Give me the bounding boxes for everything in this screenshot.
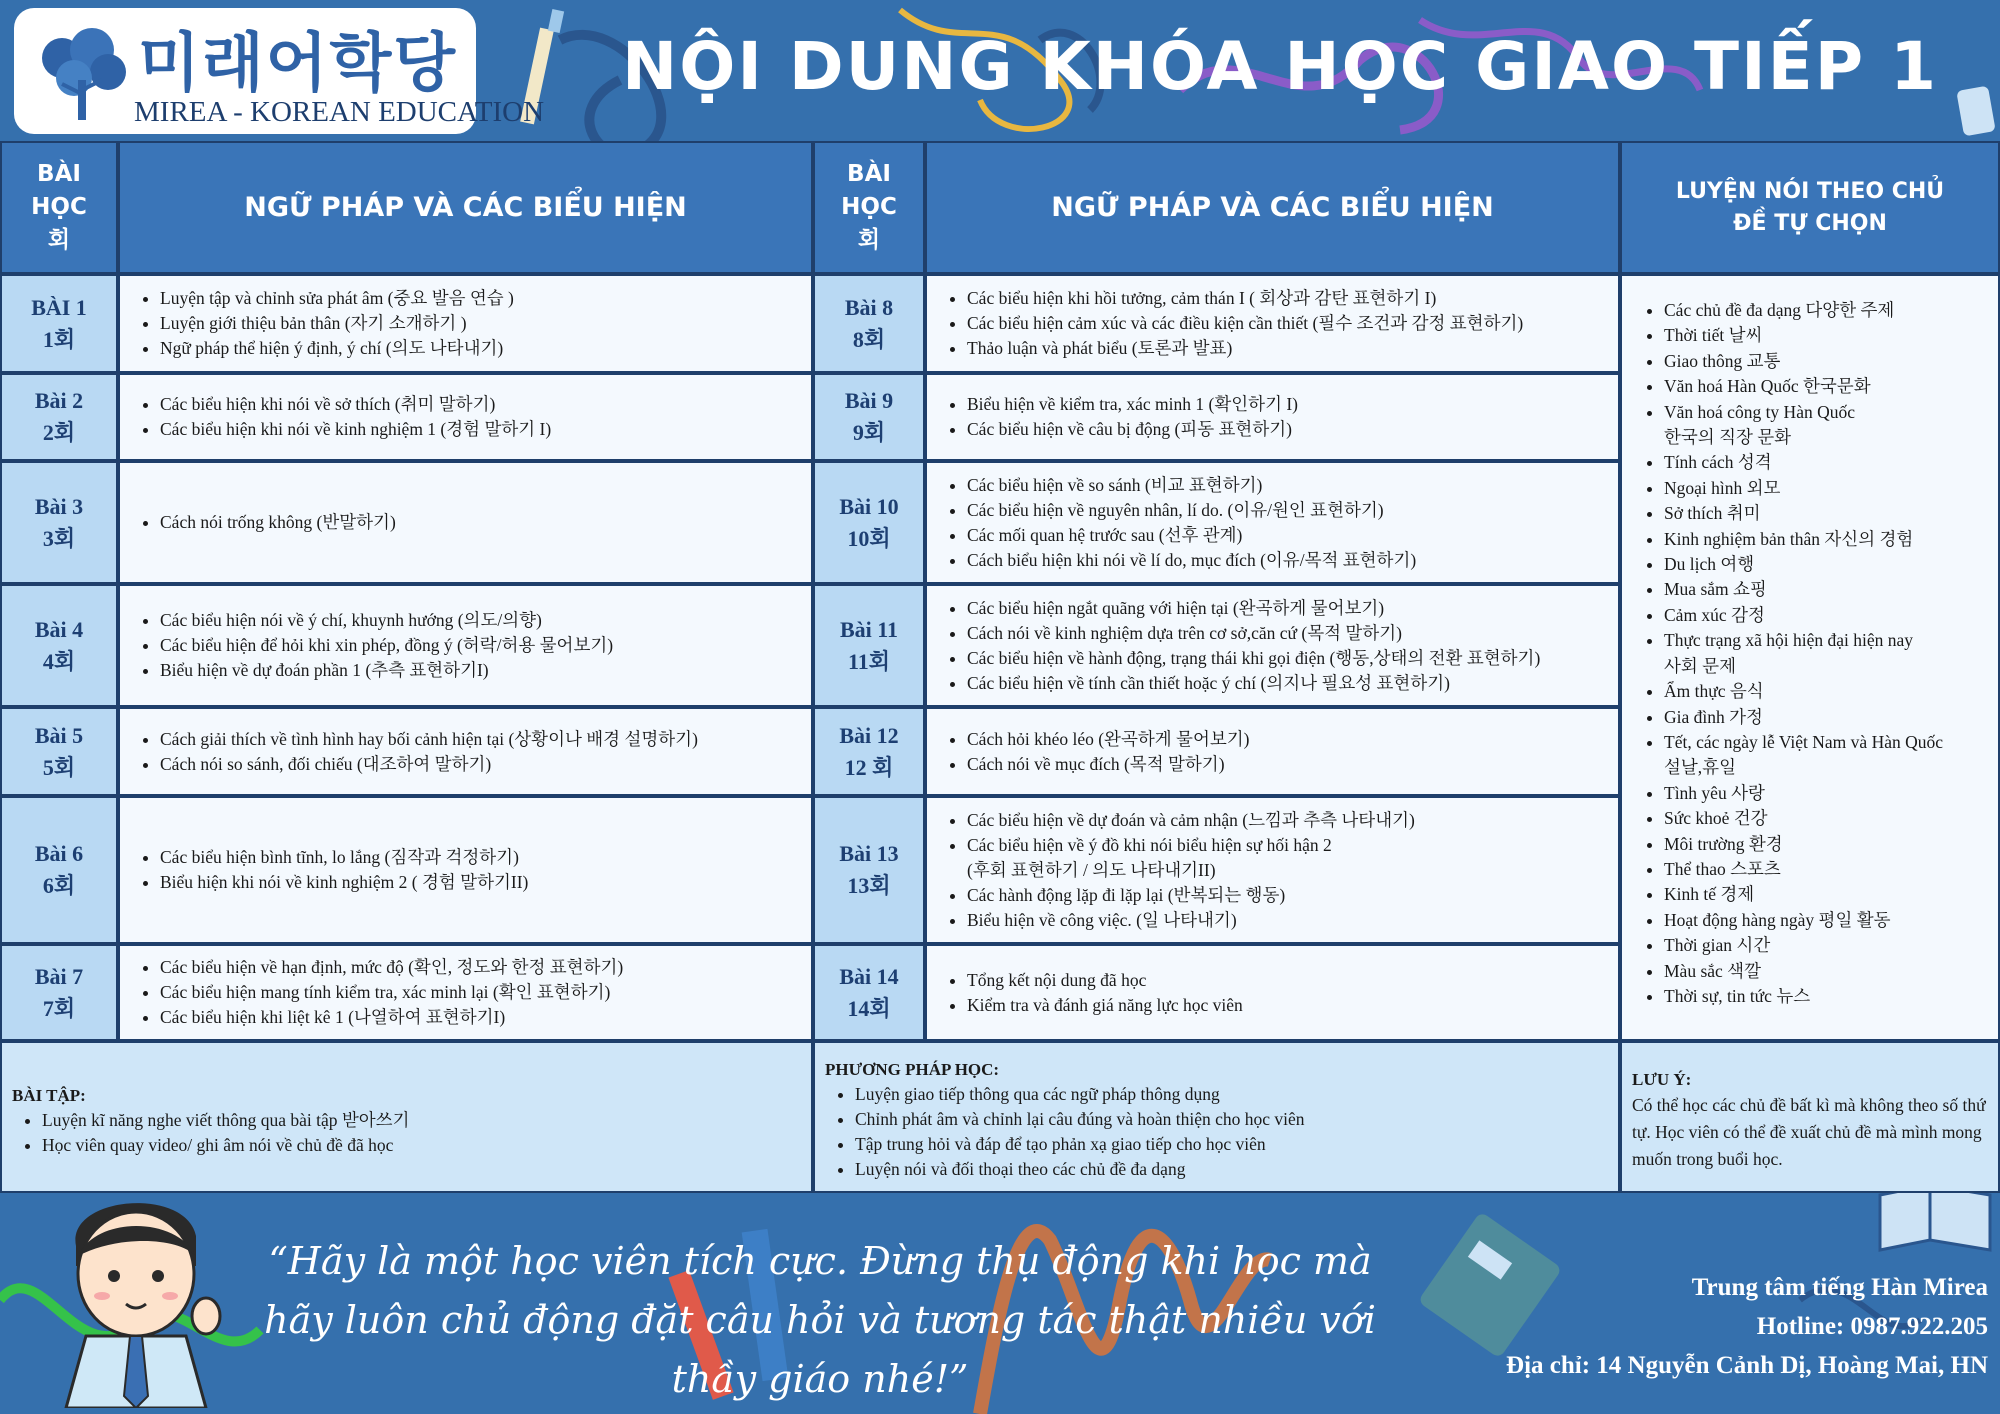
topic-item: • Thực trạng xã hội hiện đại hiện nay 사회 문제 xyxy=(1664,628,1998,679)
hotline: Hotline: 0987.922.205 xyxy=(1756,1313,1988,1340)
lesson-name: Bài 11 xyxy=(839,616,899,642)
topic-list xyxy=(1622,298,1998,1009)
lesson-content-cell xyxy=(118,944,813,1041)
lesson-name: Bài 10 xyxy=(839,493,899,519)
logo xyxy=(14,8,545,134)
lesson-session: 6회 xyxy=(42,873,76,898)
lesson-session: 13회 xyxy=(847,873,891,898)
lesson-content-cell xyxy=(925,707,1620,796)
topic-item: • Kinh tế 경제 xyxy=(1664,882,1998,907)
lesson-header-line: HỌC xyxy=(841,194,897,220)
lesson-content-cell xyxy=(925,274,1620,373)
lesson-number-cell xyxy=(813,461,925,584)
lesson-item: • Các biểu hiện về ý đồ khi nói biểu hiện sự hối hận 2 xyxy=(967,833,1415,858)
lesson-content-cell xyxy=(925,461,1620,584)
exercise-item: • Luyện kĩ năng nghe viết thông qua bài tập 받아쓰기 xyxy=(42,1108,801,1133)
lesson-number-cell xyxy=(0,274,118,373)
lesson-item-list xyxy=(927,968,1243,1018)
exercise-item: • Học viên quay video/ ghi âm nói về chủ đề đã học xyxy=(42,1133,801,1158)
lesson-name: Bài 7 xyxy=(34,963,84,989)
lesson-content-cell xyxy=(118,274,813,373)
lesson-content-cell xyxy=(925,584,1620,707)
topic-item: • Sức khoẻ 건강 xyxy=(1664,806,1998,831)
grammar-header-label: NGỮ PHÁP VÀ CÁC BIỂU HIỆN xyxy=(244,192,687,223)
lesson-item: • Các biểu hiện về hành động, trạng thái khi gọi điện (행동,상태의 전환 표현하기) xyxy=(967,646,1540,671)
topic-item: • Tết, các ngày lễ Việt Nam và Hàn Quốc 설날,휴일 xyxy=(1664,730,1998,781)
logo-english-text: MIREA - KOREAN EDUCATION xyxy=(134,96,545,128)
lesson-item-list xyxy=(927,727,1250,777)
lesson-number-cell xyxy=(813,584,925,707)
lesson-item: • Các biểu hiện khi liệt kê 1 (나열하여 표현하기I) xyxy=(160,1005,623,1030)
topic-item: • Mua sắm 쇼핑 xyxy=(1664,577,1998,602)
lesson-item: • Cách nói về kinh nghiệm dựa trên cơ sở,căn cứ (목적 말하기) xyxy=(967,621,1540,646)
lesson-item: • Các biểu hiện về nguyên nhân, lí do. (이유/원인 표현하기) xyxy=(967,498,1416,523)
lesson-session: 12 회 xyxy=(844,754,894,780)
topic-item: • Văn hoá Hàn Quốc 한국문화 xyxy=(1664,374,1998,399)
lesson-session: 3회 xyxy=(42,525,76,551)
lesson-item-list xyxy=(927,596,1540,696)
topic-item: • Các chủ đề đa dạng 다양한 주제 xyxy=(1664,298,1998,323)
speaking-header xyxy=(1620,141,2000,274)
lesson-number-cell xyxy=(813,707,925,796)
lesson-number-cell xyxy=(0,796,118,944)
lesson-session: 7회 xyxy=(42,995,76,1021)
lesson-item: • Ngữ pháp thể hiện ý định, ý chí (의도 나타내기) xyxy=(160,336,514,361)
page-title: NỘI DUNG KHÓA HỌC GIAO TIẾP 1 xyxy=(622,28,1938,105)
motivational-quote: “Hãy là một học viên tích cực. Đừng thụ động khi học mà hãy luôn chủ động đặt câu hỏi và tương tác thật nhiều với thầy giáo nhé!” xyxy=(264,1239,1376,1401)
lesson-item: • Biểu hiện về công việc. (일 나타내기) xyxy=(967,908,1415,933)
lesson-item: • Luyện giới thiệu bản thân (자기 소개하기 ) xyxy=(160,311,514,336)
lesson-number-cell xyxy=(0,707,118,796)
lesson-name: Bài 2 xyxy=(34,388,84,413)
note-cell xyxy=(1620,1041,2000,1193)
topic-item: • Ngoại hình 외모 xyxy=(1664,476,1998,501)
teacher-character-icon xyxy=(56,1186,226,1408)
topic-item: • Tình yêu 사랑 xyxy=(1664,781,1998,806)
lesson-item-list xyxy=(927,808,1415,933)
lesson-item: • Các biểu hiện khi hồi tưởng, cảm thán I ( 회상과 감탄 표현하기 I) xyxy=(967,286,1523,311)
lesson-item: • Cách nói trống không (반말하기) xyxy=(160,510,396,535)
lesson-session: 9회 xyxy=(852,420,886,445)
lesson-number-cell xyxy=(813,373,925,461)
method-list xyxy=(825,1082,1608,1182)
lesson-content-cell xyxy=(118,461,813,584)
lesson-item: • Các biểu hiện về dự đoán và cảm nhận (느낌과 추측 나타내기) xyxy=(967,808,1415,833)
lesson-content-cell xyxy=(118,796,813,944)
lesson-header-line: 회 xyxy=(857,227,881,253)
lesson-item: • Các hành động lặp đi lặp lại (반복되는 행동) xyxy=(967,883,1415,908)
topic-item: • Kinh nghiệm bản thân 자신의 경험 xyxy=(1664,527,1998,552)
lesson-content-cell xyxy=(118,584,813,707)
topic-item: • Màu sắc 색깔 xyxy=(1664,959,1998,984)
topic-item: • Tính cách 성격 xyxy=(1664,450,1998,475)
course-table xyxy=(0,141,2000,1193)
lesson-number-cell xyxy=(0,461,118,584)
lesson-content-cell xyxy=(925,796,1620,944)
lesson-item: • Các biểu hiện về tính cần thiết hoặc ý chí (의지나 필요성 표현하기) xyxy=(967,671,1540,696)
lesson-name: Bài 8 xyxy=(844,294,894,320)
lesson-number-cell xyxy=(0,584,118,707)
topic-item: • Hoạt động hàng ngày 평일 활동 xyxy=(1664,908,1998,933)
lesson-item: • Luyện tập và chỉnh sửa phát âm (중요 발음 연습 ) xyxy=(160,286,514,311)
exercise-list xyxy=(12,1108,801,1158)
lesson-item: • Thảo luận và phát biểu (토론과 발표) xyxy=(967,336,1523,361)
tree-logo-icon xyxy=(32,24,132,124)
lesson-item-list xyxy=(120,608,613,683)
lesson-session: 14회 xyxy=(847,995,891,1021)
exercise-cell xyxy=(0,1041,813,1193)
lesson-session: 10회 xyxy=(847,525,891,551)
lesson-content-cell xyxy=(925,373,1620,461)
lesson-number-cell xyxy=(813,944,925,1041)
lesson-header-line: 회 xyxy=(47,227,71,253)
lesson-name: Bài 9 xyxy=(844,388,894,413)
center-name: Trung tâm tiếng Hàn Mirea xyxy=(1691,1274,1988,1301)
lesson-item: • Cách giải thích về tình hình hay bối cảnh hiện tại (상황이나 배경 설명하기) xyxy=(160,727,698,752)
lesson-header-line: BÀI xyxy=(847,161,891,187)
topic-item: • Thời sự, tin tức 뉴스 xyxy=(1664,984,1998,1009)
topic-item: • Thời gian 시간 xyxy=(1664,933,1998,958)
lesson-name: Bài 3 xyxy=(34,493,84,519)
lesson-item: • Các biểu hiện mang tính kiểm tra, xác minh lại (확인 표현하기) xyxy=(160,980,623,1005)
lesson-item: • Cách biểu hiện khi nói về lí do, mục đích (이유/목적 표현하기) xyxy=(967,548,1416,573)
lesson-item: (후회 표현하기 / 의도 나타내기II) xyxy=(967,859,1216,880)
topic-item: • Văn hoá công ty Hàn Quốc 한국의 직장 문화 xyxy=(1664,400,1998,451)
open-book-icon xyxy=(1880,1185,1990,1250)
lesson-item: • Biểu hiện về dự đoán phần 1 (추측 표현하기I) xyxy=(160,658,613,683)
topic-item: • Môi trường 환경 xyxy=(1664,832,1998,857)
lesson-name: Bài 4 xyxy=(34,616,84,642)
lesson-item: • Tổng kết nội dung đã học xyxy=(967,968,1243,993)
lesson-item: • Biểu hiện về kiểm tra, xác minh 1 (확인하기 I) xyxy=(967,392,1298,417)
topic-item: • Thời tiết 날씨 xyxy=(1664,323,1998,348)
lesson-item: • Cách nói về mục đích (목적 말하기) xyxy=(967,752,1250,777)
topic-item: • Ẩm thực 음식 xyxy=(1664,679,1998,704)
lesson-header-line: BÀI xyxy=(37,161,81,187)
lesson-number-cell xyxy=(0,373,118,461)
method-item: • Luyện nói và đối thoại theo các chủ đề đa dạng xyxy=(855,1157,1608,1182)
lesson-item: • Các biểu hiện nói về ý chí, khuynh hướng (의도/의향) xyxy=(160,608,613,633)
lesson-session: 2회 xyxy=(42,420,76,445)
lesson-item: • Các biểu hiện khi nói về sở thích (취미 말하기) xyxy=(160,392,551,417)
topic-item: • Giao thông 교통 xyxy=(1664,349,1998,374)
lesson-item-list xyxy=(927,473,1416,573)
topics-cell xyxy=(1620,274,2000,1041)
note-text: Có thể học các chủ đề bất kì mà không theo số thứ tự. Học viên có thể đề xuất chủ đề mà mình mong muốn trong buổi học. xyxy=(1632,1095,1986,1169)
logo-korean-text: 미래어학당 xyxy=(138,27,458,101)
grammar-header xyxy=(925,141,1620,274)
lesson-content-cell xyxy=(118,707,813,796)
topic-item: • Sở thích 취미 xyxy=(1664,501,1998,526)
lesson-item: • Các mối quan hệ trước sau (선후 관계) xyxy=(967,523,1416,548)
method-title: PHƯƠNG PHÁP HỌC: xyxy=(825,1060,1000,1079)
lesson-item-list xyxy=(120,286,514,361)
topic-item: • Thể thao 스포츠 xyxy=(1664,857,1998,882)
lesson-item-list xyxy=(120,727,698,777)
lesson-item-list xyxy=(927,392,1298,442)
lesson-header xyxy=(813,141,925,274)
topic-item: • Cảm xúc 감정 xyxy=(1664,603,1998,628)
lesson-name: Bài 14 xyxy=(839,963,899,989)
lesson-number-cell xyxy=(813,796,925,944)
lesson-name: Bài 5 xyxy=(34,722,84,748)
lesson-item: • Các biểu hiện về hạn định, mức độ (확인, 정도와 한정 표현하기) xyxy=(160,955,623,980)
lesson-item: • Cách hỏi khéo léo (완곡하게 물어보기) xyxy=(967,727,1250,752)
note-title: LƯU Ý: xyxy=(1632,1070,1692,1089)
topic-item: • Gia đình 가정 xyxy=(1664,705,1998,730)
lesson-item-list xyxy=(120,845,528,895)
lesson-header-line: HỌC xyxy=(31,194,87,220)
lesson-session: 1회 xyxy=(42,326,76,352)
lesson-name: Bài 13 xyxy=(839,841,899,866)
lesson-session: 4회 xyxy=(42,648,76,674)
lesson-item: • Các biểu hiện về câu bị động (피동 표현하기) xyxy=(967,417,1298,442)
grammar-header xyxy=(118,141,813,274)
lesson-session: 8회 xyxy=(852,326,886,352)
grammar-header-label: NGỮ PHÁP VÀ CÁC BIỂU HIỆN xyxy=(1051,192,1494,223)
lesson-name: Bài 6 xyxy=(34,841,84,866)
lesson-item: • Các biểu hiện khi nói về kinh nghiệm 1 (경험 말하기 I) xyxy=(160,417,551,442)
lesson-item-list xyxy=(120,955,623,1030)
topic-item: • Du lịch 여행 xyxy=(1664,552,1998,577)
lesson-item-list xyxy=(120,510,396,535)
lesson-item: • Kiểm tra và đánh giá năng lực học viên xyxy=(967,993,1243,1018)
lesson-item-list xyxy=(120,392,551,442)
lesson-item: • Các biểu hiện về so sánh (비교 표현하기) xyxy=(967,473,1416,498)
address: Địa chỉ: 14 Nguyễn Cảnh Dị, Hoàng Mai, HN xyxy=(1506,1352,1988,1379)
lesson-item: • Cách nói so sánh, đối chiếu (대조하여 말하기) xyxy=(160,752,698,777)
method-item: • Tập trung hỏi và đáp để tạo phản xạ giao tiếp cho học viên xyxy=(855,1132,1608,1157)
lesson-header xyxy=(0,141,118,274)
method-cell xyxy=(813,1041,1620,1193)
method-item: • Luyện giao tiếp thông qua các ngữ pháp thông dụng xyxy=(855,1082,1608,1107)
lesson-item: • Các biểu hiện ngắt quãng với hiện tại (완곡하게 물어보기) xyxy=(967,596,1540,621)
lesson-content-cell xyxy=(118,373,813,461)
lesson-name: BÀI 1 xyxy=(31,294,87,320)
speaking-header-label: LUYỆN NÓI THEO CHỦ ĐỀ TỰ CHỌN xyxy=(1675,178,1945,236)
lesson-item: • Biểu hiện khi nói về kinh nghiệm 2 ( 경험 말하기II) xyxy=(160,870,528,895)
method-item: • Chỉnh phát âm và chỉnh lại câu đúng và hoàn thiện cho học viên xyxy=(855,1107,1608,1132)
lesson-item: • Các biểu hiện để hỏi khi xin phép, đồng ý (허락/허용 물어보기) xyxy=(160,633,613,658)
lesson-number-cell xyxy=(813,274,925,373)
lesson-session: 5회 xyxy=(42,754,76,780)
lesson-name: Bài 12 xyxy=(839,722,899,748)
lesson-item: • Các biểu hiện bình tĩnh, lo lắng (짐작과 걱정하기) xyxy=(160,845,528,870)
lesson-item: • Các biểu hiện cảm xúc và các điều kiện cần thiết (필수 조건과 감정 표현하기) xyxy=(967,311,1523,336)
lesson-item-list xyxy=(927,286,1523,361)
exercise-title: BÀI TẬP: xyxy=(12,1086,86,1105)
contact-info xyxy=(1506,1268,1988,1385)
lesson-number-cell xyxy=(0,944,118,1041)
lesson-content-cell xyxy=(925,944,1620,1041)
lesson-session: 11회 xyxy=(847,648,891,674)
